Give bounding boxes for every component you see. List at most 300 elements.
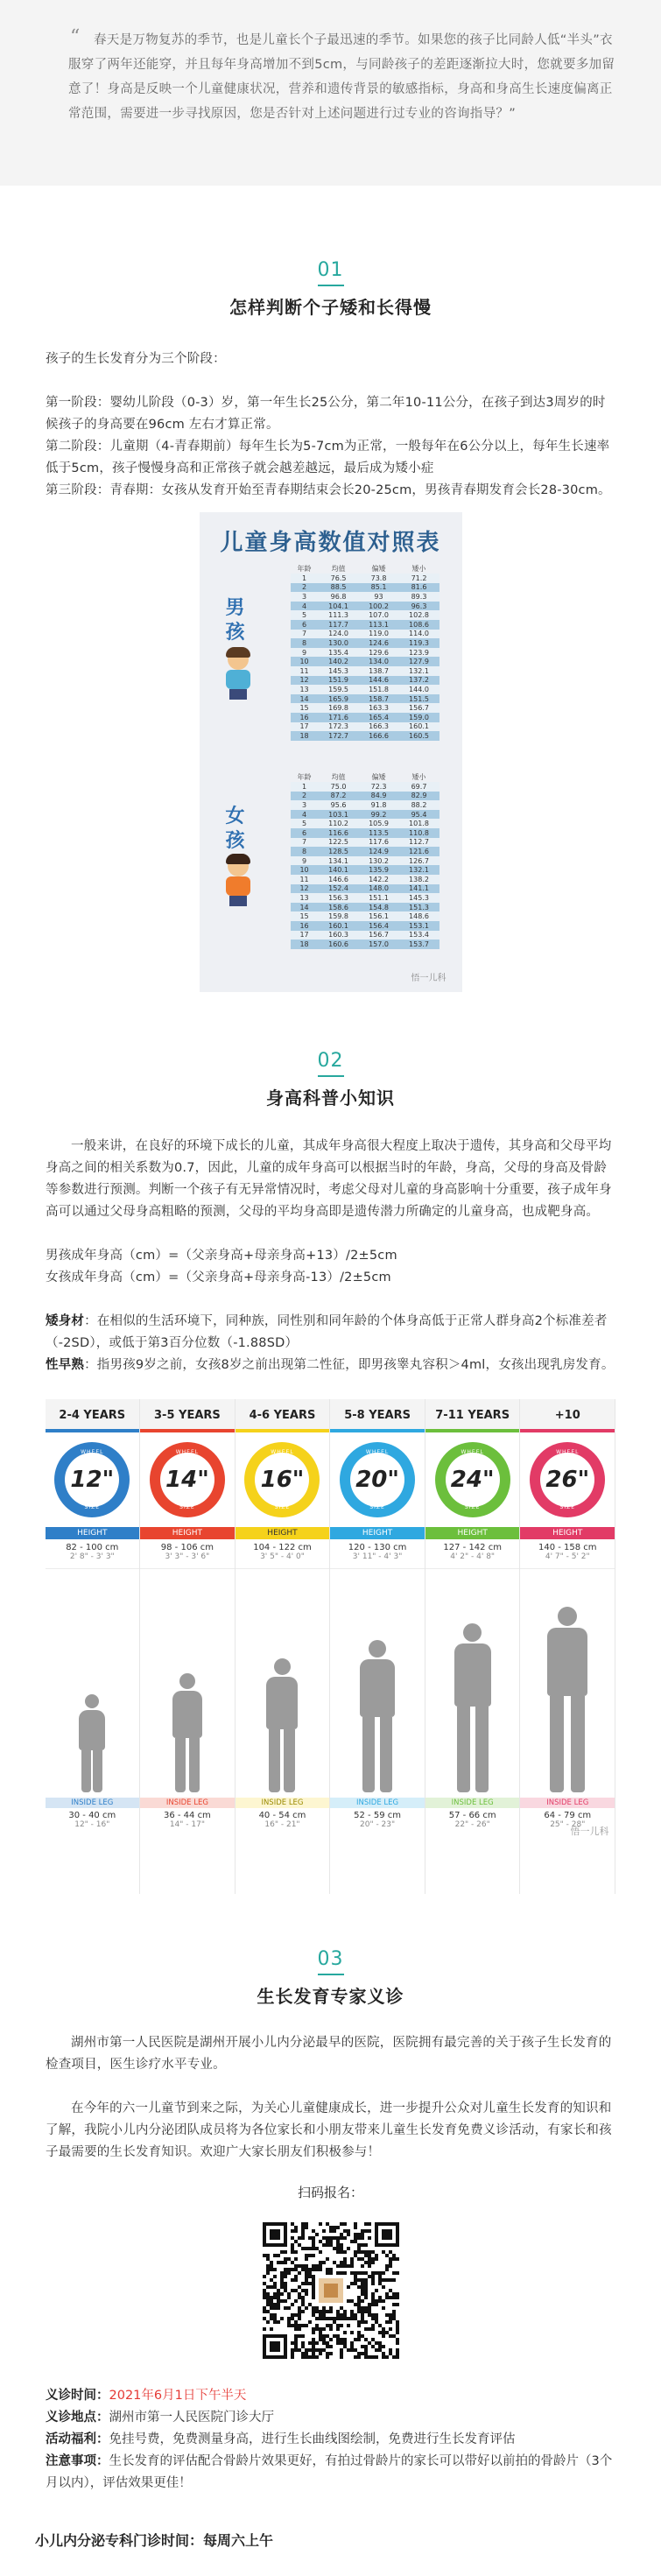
table-header-cell: 偏矮: [371, 564, 386, 573]
table-cell: 15: [291, 911, 319, 921]
table-cell: 99.2: [359, 810, 399, 820]
table-cell: 110.8: [399, 828, 439, 838]
table-cell: 165.9: [319, 694, 359, 704]
child-silhouette: [236, 1568, 330, 1798]
table-cell: 117.6: [359, 838, 399, 848]
table-row: [291, 819, 439, 828]
table-header-cell: 均值: [331, 772, 346, 781]
child-silhouette: [425, 1568, 520, 1798]
height-bar: HEIGHT: [425, 1527, 520, 1539]
table-cell: 18: [291, 940, 319, 949]
table-cell: 127.9: [399, 657, 439, 666]
section-number: 03: [318, 1948, 344, 1975]
table-cell: 151.5: [399, 694, 439, 704]
quote-mark: “: [70, 26, 81, 48]
section-number: 02: [318, 1050, 344, 1077]
table-cell: 93: [359, 592, 399, 602]
intro-quote-block: [0, 0, 661, 186]
height-range: 98 - 106 cm: [160, 1543, 214, 1552]
wheel-size: 16": [260, 1467, 305, 1493]
section-title: 怎样判断个子矮和长得慢: [229, 297, 432, 318]
boy-illustration: [221, 649, 256, 701]
wheel-icon: [340, 1442, 415, 1517]
table-cell: 7: [291, 630, 319, 639]
table-cell: 108.6: [399, 620, 439, 630]
height-range-ft: 3' 11" - 4' 3": [352, 1552, 403, 1561]
table-cell: 91.8: [359, 800, 399, 810]
section-3-header: [0, 1948, 661, 2008]
table-cell: 151.9: [319, 676, 359, 686]
height-bar: HEIGHT: [140, 1527, 235, 1539]
event-benefits-label: 活动福利：: [46, 2432, 109, 2446]
table-cell: 14: [291, 694, 319, 704]
table-row: [291, 893, 439, 903]
table-cell: 81.6: [399, 583, 439, 593]
table-row: [291, 903, 439, 912]
height-knowledge-text: [0, 1136, 661, 1376]
wheel-badge: [46, 1432, 140, 1527]
wheel-word: WHEEL: [461, 1449, 484, 1455]
event-benefits: [46, 2429, 615, 2451]
inside-leg-bar: INSIDE LEG: [140, 1798, 235, 1808]
table-cell: 6: [291, 828, 319, 838]
table-cell: 15: [291, 703, 319, 713]
watermark-text: 悟一儿科: [411, 974, 447, 983]
inside-leg-bar: INSIDE LEG: [46, 1798, 140, 1808]
short-stature-label: 矮身材: [46, 1314, 85, 1328]
table-cell: 96.8: [319, 592, 359, 602]
table-row: [291, 828, 439, 838]
wheel-word: WHEEL: [81, 1449, 104, 1455]
table-cell: 88.5: [319, 583, 359, 593]
section-2-header: [0, 1050, 661, 1109]
table-cell: 140.2: [319, 657, 359, 666]
wheel-size: 20": [355, 1467, 399, 1493]
table-cell: 7: [291, 838, 319, 848]
leg-range: 64 - 79 cm: [544, 1811, 592, 1820]
wheel-badge: [140, 1432, 235, 1527]
table-row: [291, 838, 439, 848]
table-cell: 129.6: [359, 648, 399, 658]
table-cell: 123.9: [399, 648, 439, 658]
table-cell: 159.0: [399, 713, 439, 722]
table-row: [291, 574, 439, 583]
table-cell: 124.9: [359, 847, 399, 856]
table-cell: 157.0: [359, 940, 399, 949]
table-cell: 12: [291, 676, 319, 686]
table-cell: 11: [291, 875, 319, 884]
table-row: [291, 703, 439, 713]
table-cell: 117.7: [319, 620, 359, 630]
table-cell: 14: [291, 903, 319, 912]
height-range: 120 - 130 cm: [348, 1543, 407, 1552]
age-range: 5-8 YEARS: [330, 1399, 425, 1432]
age-range: 3-5 YEARS: [140, 1399, 235, 1432]
leg-range-in: 22" - 26": [454, 1820, 490, 1829]
height-range-ft: 3' 5" - 4' 0": [260, 1552, 305, 1561]
height-bar: HEIGHT: [46, 1527, 140, 1539]
table-row: [291, 810, 439, 820]
size-word: SIZE: [464, 1504, 481, 1510]
silhouette-icon: [360, 1640, 395, 1792]
table-cell: 145.3: [319, 666, 359, 676]
table-cell: 116.6: [319, 828, 359, 838]
size-column: [425, 1399, 521, 1894]
table-row: [291, 610, 439, 620]
table-cell: 13: [291, 685, 319, 694]
table-cell: 5: [291, 610, 319, 620]
table-cell: 107.0: [359, 610, 399, 620]
table-cell: 158.6: [319, 903, 359, 912]
table-row: [291, 722, 439, 732]
table-cell: 17: [291, 722, 319, 732]
table-cell: 4: [291, 810, 319, 820]
table-cell: 3: [291, 592, 319, 602]
table-cell: 119.3: [399, 638, 439, 648]
table-row: [291, 592, 439, 602]
table-header-cell: 均值: [331, 564, 346, 573]
wheel-word: WHEEL: [556, 1449, 580, 1455]
table-cell: 13: [291, 893, 319, 903]
hospital-paragraph: 湖州市第一人民医院是湖州开展小儿内分泌最早的医院，医院拥有最完善的关于孩子生长发育的检查项目，医生诊疗水平专业。: [46, 2036, 612, 2072]
child-silhouette: [330, 1568, 425, 1798]
bike-size-chart: [46, 1399, 616, 1894]
table-cell: 142.2: [359, 875, 399, 884]
wheel-size: 12": [70, 1467, 115, 1493]
table-header-cell: 矮小: [411, 564, 426, 573]
girl-label: 女孩: [225, 806, 245, 852]
height-reference-figure: [200, 512, 462, 992]
formula-boy: 男孩成年身高（cm）=（父亲身高+母亲身高+13）/2±5cm: [46, 1249, 397, 1263]
girl-illustration: [221, 855, 256, 908]
short-stature-text: ：在相似的生活环境下，同种族，同性别和同年龄的个体身高低于正常人群身高2个标准差者（-2SD），或低于第3百分位数（-1.88SD）: [46, 1314, 608, 1350]
height-range-ft: 3' 3" - 3' 6": [165, 1552, 210, 1561]
table-cell: 160.3: [319, 931, 359, 940]
table-row: [291, 792, 439, 801]
table-cell: 137.2: [399, 676, 439, 686]
table-cell: 105.9: [359, 819, 399, 828]
stages-lead: 孩子的生长发育分为三个阶段：: [46, 352, 226, 366]
table-cell: 114.0: [399, 630, 439, 639]
table-cell: 135.4: [319, 648, 359, 658]
boy-height-table: [291, 563, 439, 741]
table-cell: 134.0: [359, 657, 399, 666]
table-cell: 138.2: [399, 875, 439, 884]
inside-leg-bar: INSIDE LEG: [330, 1798, 425, 1808]
wheel-badge: [330, 1432, 425, 1527]
table-cell: 16: [291, 713, 319, 722]
formula-girl: 女孩成年身高（cm）=（父亲身高+母亲身高-13）/2±5cm: [46, 1270, 391, 1284]
table-cell: 134.1: [319, 856, 359, 866]
table-row: [291, 921, 439, 931]
table-header-cell: 矮小: [411, 772, 426, 781]
section-title: 生长发育专家义诊: [257, 1986, 404, 2007]
size-column: [330, 1399, 425, 1894]
inside-leg-bar: INSIDE LEG: [520, 1798, 615, 1808]
leg-range: 57 - 66 cm: [448, 1811, 496, 1820]
table-cell: 95.4: [399, 810, 439, 820]
table-cell: 160.5: [399, 731, 439, 741]
table-header-cell: 偏矮: [371, 772, 386, 781]
leg-range: 52 - 59 cm: [354, 1811, 401, 1820]
height-range: 82 - 100 cm: [66, 1543, 119, 1552]
table-cell: 2: [291, 583, 319, 593]
child-silhouette: [140, 1568, 235, 1798]
table-cell: 1: [291, 782, 319, 792]
table-cell: 165.4: [359, 713, 399, 722]
table-cell: 69.7: [399, 782, 439, 792]
height-range: 127 - 142 cm: [443, 1543, 502, 1552]
wheel-icon: [530, 1442, 605, 1517]
section-1-header: [0, 259, 661, 319]
table-cell: 75.0: [319, 782, 359, 792]
table-row: [291, 694, 439, 704]
table-cell: 145.3: [399, 893, 439, 903]
wheel-word: WHEEL: [175, 1449, 200, 1455]
growth-stages-text: [0, 348, 661, 502]
table-row: [291, 856, 439, 866]
inside-leg-bar: INSIDE LEG: [425, 1798, 520, 1808]
wheel-word: WHEEL: [365, 1449, 390, 1455]
girl-height-table: [291, 771, 439, 949]
table-cell: 121.6: [399, 847, 439, 856]
section-title: 身高科普小知识: [266, 1087, 395, 1109]
height-range-ft: 4' 7" - 5' 2": [545, 1552, 590, 1561]
table-cell: 10: [291, 865, 319, 875]
table-row: [291, 676, 439, 686]
table-cell: 8: [291, 638, 319, 648]
table-cell: 154.8: [359, 903, 399, 912]
table-cell: 16: [291, 921, 319, 931]
table-cell: 153.7: [399, 940, 439, 949]
silhouette-icon: [454, 1623, 491, 1792]
wheel-size: 26": [545, 1467, 590, 1493]
age-range: +10: [520, 1399, 615, 1432]
qr-code-icon: [259, 2219, 403, 2362]
table-row: [291, 638, 439, 648]
table-cell: 87.2: [319, 792, 359, 801]
height-figure-title: 儿童身高数值对照表: [220, 530, 441, 556]
table-cell: 104.1: [319, 602, 359, 611]
table-cell: 10: [291, 657, 319, 666]
table-cell: 144.0: [399, 685, 439, 694]
table-row: [291, 602, 439, 611]
table-cell: 76.5: [319, 574, 359, 583]
size-word: SIZE: [559, 1504, 575, 1510]
table-cell: 146.6: [319, 875, 359, 884]
table-cell: 85.1: [359, 583, 399, 593]
leg-range-in: 16" - 21": [264, 1820, 300, 1829]
event-notes-label: 注意事项：: [46, 2454, 109, 2468]
age-range: 7-11 YEARS: [425, 1399, 520, 1432]
table-row: [291, 940, 439, 949]
height-range: 104 - 122 cm: [253, 1543, 312, 1552]
table-cell: 3: [291, 800, 319, 810]
table-cell: 151.1: [359, 893, 399, 903]
table-cell: 148.6: [399, 911, 439, 921]
event-time-value: 2021年6月1日下午半天: [109, 2389, 247, 2403]
table-cell: 89.3: [399, 592, 439, 602]
table-cell: 113.1: [359, 620, 399, 630]
table-cell: 166.6: [359, 731, 399, 741]
clinic-hours: 小儿内分泌专科门诊时间：每周六上午: [35, 2532, 274, 2549]
size-word: SIZE: [369, 1504, 385, 1510]
age-range: 4-6 YEARS: [236, 1399, 330, 1432]
table-cell: 72.3: [359, 782, 399, 792]
table-cell: 12: [291, 884, 319, 894]
table-cell: 144.6: [359, 676, 399, 686]
table-cell: 128.5: [319, 847, 359, 856]
table-cell: 163.3: [359, 703, 399, 713]
table-cell: 141.1: [399, 884, 439, 894]
stage-2: 第二阶段：儿童期（4-青春期前）每年生长为5-7cm为正常，一般每年在6公分以上，每年生长速率低于5cm，孩子慢慢身高和正常孩子就会越差越远，最后成为矮小症: [46, 440, 610, 475]
stage-3: 第三阶段：青春期：女孩从发育开始至青春期结束会长20-25cm，男孩青春期发育会长28-30cm。: [46, 483, 611, 497]
table-row: [291, 657, 439, 666]
size-column: [46, 1399, 141, 1894]
table-row: [291, 731, 439, 741]
table-row: [291, 875, 439, 884]
event-notes-value: 生长发育的评估配合骨龄片效果更好，有拍过骨龄片的家长可以带好以前拍的骨龄片（3个月以内），评估效果更佳！: [46, 2454, 613, 2490]
inside-leg-bar: INSIDE LEG: [236, 1798, 330, 1808]
table-cell: 102.8: [399, 610, 439, 620]
silhouette-icon: [172, 1673, 202, 1792]
height-range-ft: 2' 8" - 3' 3": [69, 1552, 115, 1561]
table-cell: 151.8: [359, 685, 399, 694]
table-cell: 96.3: [399, 602, 439, 611]
table-cell: 160.6: [319, 940, 359, 949]
table-cell: 2: [291, 792, 319, 801]
height-bar: HEIGHT: [520, 1527, 615, 1539]
table-row: [291, 884, 439, 894]
table-cell: 159.8: [319, 911, 359, 921]
wheel-badge: [520, 1432, 615, 1527]
event-place-value: 湖州市第一人民医院门诊大厅: [109, 2411, 274, 2425]
height-range: 140 - 158 cm: [538, 1543, 597, 1552]
table-row: [291, 800, 439, 810]
table-cell: 124.6: [359, 638, 399, 648]
wheel-icon: [244, 1442, 320, 1517]
table-cell: 101.8: [399, 819, 439, 828]
table-cell: 4: [291, 602, 319, 611]
table-cell: 156.3: [319, 893, 359, 903]
table-cell: 156.7: [359, 931, 399, 940]
table-row: [291, 630, 439, 639]
table-cell: 8: [291, 847, 319, 856]
table-cell: 110.2: [319, 819, 359, 828]
table-cell: 132.1: [399, 865, 439, 875]
table-row: [291, 666, 439, 676]
table-cell: 135.9: [359, 865, 399, 875]
table-cell: 6: [291, 620, 319, 630]
leg-range-in: 14" - 17": [169, 1820, 205, 1829]
heredity-paragraph: 一般来讲，在良好的环境下成长的儿童，其成年身高很大程度上取决于遗传，其身高和父母平均身高之间的相关系数为0.7，因此，儿童的成年身高可以根据当时的年龄，身高，父母的身高及骨龄等参数进行预测。判断一个孩子有无异常情况时，考虑父母对儿童的身高影响十分重要，孩子成年身高可以通过父母身高粗略的预测，父母的平均身高即是遗传潜力所确定的儿童身高，也成靶身高。: [46, 1139, 612, 1219]
table-cell: 11: [291, 666, 319, 676]
table-cell: 73.8: [359, 574, 399, 583]
intro-text: 春天是万物复苏的季节，也是儿童长个子最迅速的季节。如果您的孩子比同龄人低“半头”衣服穿了两年还能穿，并且每年身高增加不到5cm，与同龄孩子的差距逐渐拉大时，您就要多加留意了！身高是反映一个儿童健康状况，营养和遗传背景的敏感指标，身高和身高生长速度偏离正常范围，需要进一步寻找原因，您是否针对上述问题进行过专业的咨询指导？”: [68, 33, 615, 121]
leg-range-in: 12" - 16": [74, 1820, 110, 1829]
wheel-icon: [54, 1442, 130, 1517]
table-cell: 148.0: [359, 884, 399, 894]
leg-range: 40 - 54 cm: [258, 1811, 306, 1820]
age-range: 2-4 YEARS: [46, 1399, 140, 1432]
table-cell: 156.7: [399, 703, 439, 713]
leg-range-in: 20" - 23": [360, 1820, 396, 1829]
wheel-badge: [236, 1432, 330, 1527]
size-column: [520, 1399, 615, 1894]
table-cell: 103.1: [319, 810, 359, 820]
clinic-intro-text: [0, 2032, 661, 2164]
table-cell: 84.9: [359, 792, 399, 801]
table-row: [291, 620, 439, 630]
table-cell: 158.7: [359, 694, 399, 704]
event-time-label: 义诊时间：: [46, 2389, 109, 2403]
silhouette-icon: [266, 1658, 298, 1792]
table-row: [291, 583, 439, 593]
table-cell: 132.1: [399, 666, 439, 676]
event-place-label: 义诊地点：: [46, 2411, 109, 2425]
table-cell: 111.3: [319, 610, 359, 620]
size-word: SIZE: [274, 1504, 291, 1510]
wheel-size: 14": [165, 1467, 209, 1493]
table-cell: 112.7: [399, 838, 439, 848]
table-row: [291, 911, 439, 921]
table-cell: 172.3: [319, 722, 359, 732]
table-cell: 140.1: [319, 865, 359, 875]
stage-1: 第一阶段：婴幼儿阶段（0-3）岁，第一年生长25公分，第二年10-11公分，在孩子到达3周岁的时候孩子的身高要在96cm 左右才算正常。: [46, 396, 606, 432]
table-cell: 156.1: [359, 911, 399, 921]
table-cell: 82.9: [399, 792, 439, 801]
table-header-cell: 年龄: [297, 772, 312, 781]
precocious-label: 性早熟: [46, 1358, 85, 1372]
table-cell: 171.6: [319, 713, 359, 722]
table-cell: 100.2: [359, 602, 399, 611]
table-cell: 130.2: [359, 856, 399, 866]
event-notes: [46, 2451, 615, 2495]
table-cell: 122.5: [319, 838, 359, 848]
height-bar: HEIGHT: [236, 1527, 330, 1539]
table-cell: 126.7: [399, 856, 439, 866]
event-paragraph: 在今年的六一儿童节到来之际，为关心儿童健康成长，进一步提升公众对儿童生长发育的知识和了解，我院小儿内分泌团队成员将为各位家长和小朋友带来儿童生长发育免费义诊活动，有家长和孩子最需要的生长发育知识。欢迎广大家长朋友们积极参与！: [46, 2101, 612, 2159]
table-cell: 124.0: [319, 630, 359, 639]
precocious-text: ：指男孩9岁之前，女孩8岁之前出现第二性征，即男孩睾丸容积＞4ml，女孩出现乳房发育。: [84, 1358, 615, 1372]
leg-range: 36 - 44 cm: [163, 1811, 211, 1820]
signup-qr-code[interactable]: [259, 2219, 403, 2362]
wheel-badge: [425, 1432, 520, 1527]
silhouette-icon: [547, 1607, 587, 1792]
height-bar: HEIGHT: [330, 1527, 425, 1539]
precocious-puberty-definition: [46, 1355, 615, 1376]
event-place: [46, 2407, 615, 2429]
wheel-word: WHEEL: [271, 1449, 294, 1455]
table-cell: 9: [291, 648, 319, 658]
size-column: [140, 1399, 236, 1894]
table-row: [291, 648, 439, 658]
wheel-size: 24": [450, 1467, 495, 1493]
table-cell: 138.7: [359, 666, 399, 676]
event-benefits-value: 免挂号费，免费测量身高，进行生长曲线图绘制，免费进行生长发育评估: [109, 2432, 516, 2446]
scan-label: 扫码报名：: [297, 2185, 363, 2200]
table-row: [291, 782, 439, 792]
size-word: SIZE: [179, 1504, 195, 1510]
leg-range-in: 25" - 28": [550, 1820, 586, 1829]
leg-range: 30 - 40 cm: [68, 1811, 116, 1820]
table-cell: 119.0: [359, 630, 399, 639]
table-row: [291, 713, 439, 722]
table-cell: 153.1: [399, 921, 439, 931]
boy-label: 男孩: [225, 597, 245, 644]
table-cell: 88.2: [399, 800, 439, 810]
child-silhouette: [520, 1568, 615, 1798]
